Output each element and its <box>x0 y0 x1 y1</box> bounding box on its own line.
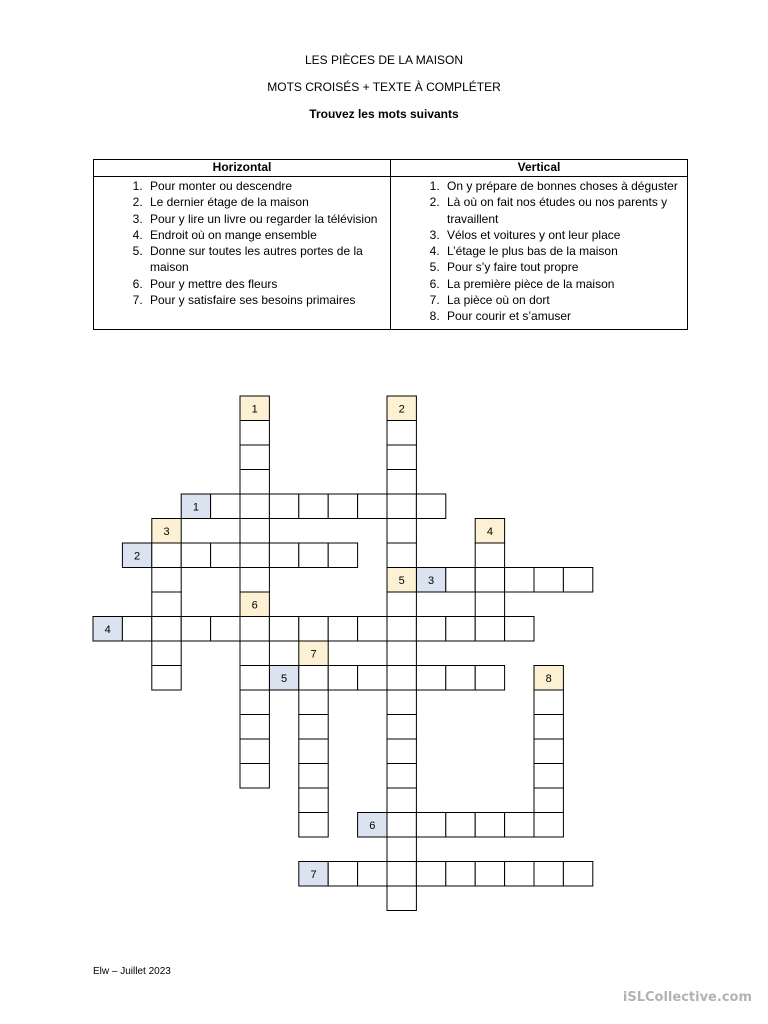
cell-box[interactable] <box>358 666 387 691</box>
crossword-cell[interactable] <box>152 543 181 568</box>
crossword-cell[interactable] <box>240 715 269 740</box>
crossword-cell[interactable] <box>240 739 269 764</box>
crossword-cell[interactable] <box>328 617 357 642</box>
crossword-cell[interactable] <box>387 739 416 764</box>
down-start-cell-7[interactable] <box>299 641 328 666</box>
crossword-cell[interactable] <box>446 813 475 838</box>
cell-box[interactable] <box>328 862 357 887</box>
crossword-cell[interactable] <box>505 862 534 887</box>
cell-box[interactable] <box>416 813 445 838</box>
horizontal-clue: 4. Endroit où on mange ensemble <box>146 227 382 243</box>
crossword-cell[interactable] <box>240 641 269 666</box>
cell-box[interactable] <box>152 568 181 593</box>
cell-box[interactable] <box>299 715 328 740</box>
cell-box[interactable] <box>240 568 269 593</box>
crossword-cell[interactable] <box>299 690 328 715</box>
down-start-cell-8[interactable] <box>534 666 563 691</box>
cell-box[interactable] <box>269 494 298 519</box>
vertical-header: Vertical <box>391 160 688 177</box>
crossword-cell[interactable] <box>299 788 328 813</box>
crossword-cell[interactable] <box>505 617 534 642</box>
cell-box[interactable] <box>181 617 210 642</box>
crossword-cell[interactable] <box>299 715 328 740</box>
clue-number: 5 <box>398 574 405 587</box>
vertical-clue: 4. L’étage le plus bas de la maison <box>443 243 679 259</box>
cell-box[interactable] <box>299 690 328 715</box>
crossword-cell[interactable] <box>534 739 563 764</box>
cell-box[interactable] <box>152 592 181 617</box>
cell-box[interactable] <box>358 617 387 642</box>
crossword-cell[interactable] <box>328 666 357 691</box>
crossword-cell[interactable] <box>446 617 475 642</box>
cell-box[interactable] <box>122 617 151 642</box>
cell-box[interactable] <box>387 715 416 740</box>
down-start-cell-3[interactable] <box>152 519 181 544</box>
cell-box[interactable] <box>475 617 504 642</box>
across-start-cell-2[interactable] <box>122 543 151 568</box>
cell-box[interactable] <box>475 568 504 593</box>
horizontal-clue: 7. Pour y satisfaire ses besoins primaires <box>146 292 382 308</box>
crossword-cell[interactable] <box>299 764 328 789</box>
cell-box[interactable] <box>387 788 416 813</box>
crossword-cell[interactable] <box>416 813 445 838</box>
vertical-clue: 3. Vélos et voitures y ont leur place <box>443 227 679 243</box>
cell-box[interactable] <box>387 519 416 544</box>
cell-box[interactable] <box>299 764 328 789</box>
crossword-cell[interactable] <box>299 739 328 764</box>
cell-box[interactable] <box>152 641 181 666</box>
crossword-cell[interactable] <box>240 568 269 593</box>
crossword-cell[interactable] <box>240 764 269 789</box>
cell-box[interactable] <box>240 470 269 495</box>
cell-box[interactable] <box>240 690 269 715</box>
cell-box[interactable] <box>387 617 416 642</box>
footer-credit: Elw – Juillet 2023 <box>93 966 171 977</box>
cell-box[interactable] <box>505 862 534 887</box>
crossword-cell[interactable] <box>534 788 563 813</box>
crossword-cell[interactable] <box>240 470 269 495</box>
cell-box[interactable] <box>387 764 416 789</box>
cell-box[interactable] <box>505 568 534 593</box>
crossword-cell[interactable] <box>240 666 269 691</box>
across-start-cell-7[interactable] <box>299 862 328 887</box>
crossword-cell[interactable] <box>358 862 387 887</box>
crossword-cell[interactable] <box>240 421 269 446</box>
clue-number: 1 <box>192 501 199 514</box>
cell-box[interactable] <box>211 543 240 568</box>
across-start-cell-5[interactable] <box>269 666 298 691</box>
crossword-cell[interactable] <box>563 568 592 593</box>
crossword-cell[interactable] <box>152 617 181 642</box>
down-start-cell-6[interactable] <box>240 592 269 617</box>
cell-box[interactable] <box>534 862 563 887</box>
page-title: LES PIÈCES DE LA MAISON <box>304 53 464 67</box>
crossword-cell[interactable] <box>534 813 563 838</box>
vertical-clue: 6. La première pièce de la maison <box>443 276 679 292</box>
crossword-cell[interactable] <box>475 813 504 838</box>
crossword-cell[interactable] <box>240 690 269 715</box>
cell-box[interactable] <box>240 519 269 544</box>
vertical-clue: 1. On y prépare de bonnes choses à déguster <box>443 178 679 194</box>
cell-box[interactable] <box>446 617 475 642</box>
cell-box[interactable] <box>358 862 387 887</box>
crossword-cell[interactable] <box>240 617 269 642</box>
crossword-cell[interactable] <box>387 617 416 642</box>
crossword-cell[interactable] <box>152 666 181 691</box>
across-start-cell-6[interactable] <box>358 813 387 838</box>
crossword-cell[interactable] <box>122 617 151 642</box>
crossword-cell[interactable] <box>534 568 563 593</box>
clue-number: 6 <box>251 599 258 612</box>
cell-box[interactable] <box>475 862 504 887</box>
cell-box[interactable] <box>152 617 181 642</box>
crossword-cell[interactable] <box>269 543 298 568</box>
crossword-cell[interactable] <box>328 543 357 568</box>
cell-box[interactable] <box>387 739 416 764</box>
crossword-cell[interactable] <box>563 862 592 887</box>
cell-box[interactable] <box>240 445 269 470</box>
crossword-cell[interactable] <box>211 494 240 519</box>
horizontal-clue: 1. Pour monter ou descendre <box>146 178 382 194</box>
cell-box[interactable] <box>387 592 416 617</box>
cell-box[interactable] <box>328 543 357 568</box>
cell-box[interactable] <box>299 666 328 691</box>
cell-box[interactable] <box>211 617 240 642</box>
cell-box[interactable] <box>240 421 269 446</box>
vertical-clue: 2. Là où on fait nos études ou nos parents y travaillent <box>443 194 679 227</box>
crossword-cell[interactable] <box>299 666 328 691</box>
crossword-cell[interactable] <box>446 568 475 593</box>
cell-box[interactable] <box>416 862 445 887</box>
cell-box[interactable] <box>446 666 475 691</box>
clue-number: 3 <box>163 525 170 538</box>
clue-number: 8 <box>545 672 552 685</box>
crossword-cell[interactable] <box>387 666 416 691</box>
cell-box[interactable] <box>446 862 475 887</box>
crossword-cell[interactable] <box>240 543 269 568</box>
crossword-cell[interactable] <box>358 666 387 691</box>
cell-box[interactable] <box>152 543 181 568</box>
cell-box[interactable] <box>269 543 298 568</box>
cell-box[interactable] <box>240 641 269 666</box>
clue-number: 1 <box>251 403 258 416</box>
cell-box[interactable] <box>240 543 269 568</box>
cell-box[interactable] <box>240 715 269 740</box>
cell-box[interactable] <box>299 543 328 568</box>
cell-box[interactable] <box>534 690 563 715</box>
cell-box[interactable] <box>387 641 416 666</box>
crossword-cell[interactable] <box>475 543 504 568</box>
horizontal-clue: 6. Pour y mettre des fleurs <box>146 276 382 292</box>
cell-box[interactable] <box>387 690 416 715</box>
cell-box[interactable] <box>505 813 534 838</box>
cell-box[interactable] <box>534 788 563 813</box>
crossword-cell[interactable] <box>328 494 357 519</box>
horizontal-clue: 3. Pour y lire un livre ou regarder la télévision <box>146 211 382 227</box>
crossword-cell[interactable] <box>240 494 269 519</box>
crossword-cell[interactable] <box>387 715 416 740</box>
crossword-cell[interactable] <box>387 837 416 862</box>
crossword-cell[interactable] <box>152 592 181 617</box>
crossword-cell[interactable] <box>416 494 445 519</box>
crossword-cell[interactable] <box>387 519 416 544</box>
cell-box[interactable] <box>152 666 181 691</box>
clue-number: 2 <box>398 403 405 416</box>
cell-box[interactable] <box>211 494 240 519</box>
cell-box[interactable] <box>299 494 328 519</box>
vertical-clue: 5. Pour s’y faire tout propre <box>443 259 679 275</box>
crossword-cell[interactable] <box>240 445 269 470</box>
crossword-cell[interactable] <box>387 641 416 666</box>
brand-watermark: iSLCollective.com <box>622 990 752 1005</box>
cell-box[interactable] <box>475 666 504 691</box>
cell-box[interactable] <box>534 739 563 764</box>
cell-box[interactable] <box>416 494 445 519</box>
cell-box[interactable] <box>475 813 504 838</box>
crossword-cell[interactable] <box>534 715 563 740</box>
crossword-cell[interactable] <box>387 445 416 470</box>
clue-number: 3 <box>428 574 435 587</box>
cell-box[interactable] <box>505 617 534 642</box>
cell-box[interactable] <box>387 666 416 691</box>
cell-box[interactable] <box>387 494 416 519</box>
crossword-cell[interactable] <box>181 543 210 568</box>
cell-box[interactable] <box>387 837 416 862</box>
clue-number: 7 <box>310 648 317 661</box>
crossword-cell[interactable] <box>269 494 298 519</box>
cell-box[interactable] <box>328 617 357 642</box>
across-start-cell-1[interactable] <box>181 494 210 519</box>
instruction: Trouvez les mots suivants <box>309 107 459 121</box>
cell-box[interactable] <box>563 862 592 887</box>
clue-number: 5 <box>281 672 288 685</box>
crossword-cell[interactable] <box>475 592 504 617</box>
cell-box[interactable] <box>387 543 416 568</box>
crossword-cell[interactable] <box>416 862 445 887</box>
cell-box[interactable] <box>446 813 475 838</box>
down-start-cell-4[interactable] <box>475 519 504 544</box>
horizontal-clue: 5. Donne sur toutes les autres portes de la maison <box>146 243 382 276</box>
cell-box[interactable] <box>328 494 357 519</box>
cell-box[interactable] <box>387 421 416 446</box>
crossword-cell[interactable] <box>387 543 416 568</box>
cell-box[interactable] <box>299 813 328 838</box>
cell-box[interactable] <box>387 813 416 838</box>
crossword-cell[interactable] <box>328 862 357 887</box>
cell-box[interactable] <box>534 813 563 838</box>
crossword-cell[interactable] <box>299 494 328 519</box>
cell-box[interactable] <box>240 666 269 691</box>
crossword-cell[interactable] <box>387 421 416 446</box>
crossword-cell[interactable] <box>299 543 328 568</box>
cell-box[interactable] <box>534 764 563 789</box>
crossword-cell[interactable] <box>475 862 504 887</box>
crossword-cell[interactable] <box>240 519 269 544</box>
crossword-cell[interactable] <box>387 813 416 838</box>
cell-box[interactable] <box>387 862 416 887</box>
vertical-clue: 7. La pièce où on dort <box>443 292 679 308</box>
cell-box[interactable] <box>240 617 269 642</box>
cell-box[interactable] <box>299 788 328 813</box>
crossword-cell[interactable] <box>211 543 240 568</box>
cell-box[interactable] <box>416 617 445 642</box>
page-subtitle: MOTS CROISÉS + TEXTE À COMPLÉTER <box>267 80 501 94</box>
cell-box[interactable] <box>387 445 416 470</box>
crossword-cell[interactable] <box>211 617 240 642</box>
cell-box[interactable] <box>269 617 298 642</box>
cell-box[interactable] <box>446 568 475 593</box>
cell-box[interactable] <box>328 666 357 691</box>
cell-box[interactable] <box>299 617 328 642</box>
crossword-cell[interactable] <box>269 617 298 642</box>
down-start-cell-1[interactable] <box>240 396 269 421</box>
crossword-cell[interactable] <box>505 813 534 838</box>
crossword-cell[interactable] <box>387 764 416 789</box>
crossword-cell[interactable] <box>358 617 387 642</box>
cell-box[interactable] <box>181 543 210 568</box>
crossword-cell[interactable] <box>387 788 416 813</box>
cell-box[interactable] <box>387 886 416 911</box>
crossword-cell[interactable] <box>475 617 504 642</box>
clue-number: 2 <box>134 550 141 563</box>
clue-number: 6 <box>369 819 376 832</box>
crossword-cell[interactable] <box>358 494 387 519</box>
crossword-cell[interactable] <box>416 617 445 642</box>
crossword-cell[interactable] <box>387 862 416 887</box>
cell-box[interactable] <box>416 666 445 691</box>
cell-box[interactable] <box>534 715 563 740</box>
clue-number: 7 <box>310 868 317 881</box>
cell-box[interactable] <box>475 543 504 568</box>
down-start-cell-5[interactable] <box>387 568 416 593</box>
down-start-cell-2[interactable] <box>387 396 416 421</box>
crossword-cell[interactable] <box>299 617 328 642</box>
crossword-cell[interactable] <box>387 470 416 495</box>
crossword-cell[interactable] <box>505 568 534 593</box>
crossword-cell[interactable] <box>152 641 181 666</box>
crossword-cell[interactable] <box>446 862 475 887</box>
cell-box[interactable] <box>240 494 269 519</box>
crossword-cell[interactable] <box>534 764 563 789</box>
crossword-cell[interactable] <box>475 568 504 593</box>
crossword-cell[interactable] <box>534 862 563 887</box>
cell-box[interactable] <box>240 764 269 789</box>
cell-box[interactable] <box>358 494 387 519</box>
vertical-clue: 8. Pour courir et s’amuser <box>443 308 679 324</box>
clue-number: 4 <box>104 623 111 636</box>
crossword-cell[interactable] <box>152 568 181 593</box>
cell-box[interactable] <box>387 470 416 495</box>
horizontal-clue: 2. Le dernier étage de la maison <box>146 194 382 210</box>
cell-box[interactable] <box>534 568 563 593</box>
crossword-cell[interactable] <box>299 813 328 838</box>
cell-box[interactable] <box>475 592 504 617</box>
crossword-cell[interactable] <box>181 617 210 642</box>
horizontal-header: Horizontal <box>94 160 391 177</box>
across-start-cell-3[interactable] <box>416 568 445 593</box>
crossword-cell[interactable] <box>416 666 445 691</box>
cell-box[interactable] <box>299 739 328 764</box>
crossword-cell[interactable] <box>387 886 416 911</box>
crossword-cell[interactable] <box>534 690 563 715</box>
crossword-cell[interactable] <box>446 666 475 691</box>
crossword-cell[interactable] <box>387 592 416 617</box>
cell-box[interactable] <box>563 568 592 593</box>
cell-box[interactable] <box>240 739 269 764</box>
crossword-cell[interactable] <box>475 666 504 691</box>
across-start-cell-4[interactable] <box>93 617 122 642</box>
crossword-cell[interactable] <box>387 690 416 715</box>
clue-number: 4 <box>486 525 493 538</box>
crossword-cell[interactable] <box>387 494 416 519</box>
